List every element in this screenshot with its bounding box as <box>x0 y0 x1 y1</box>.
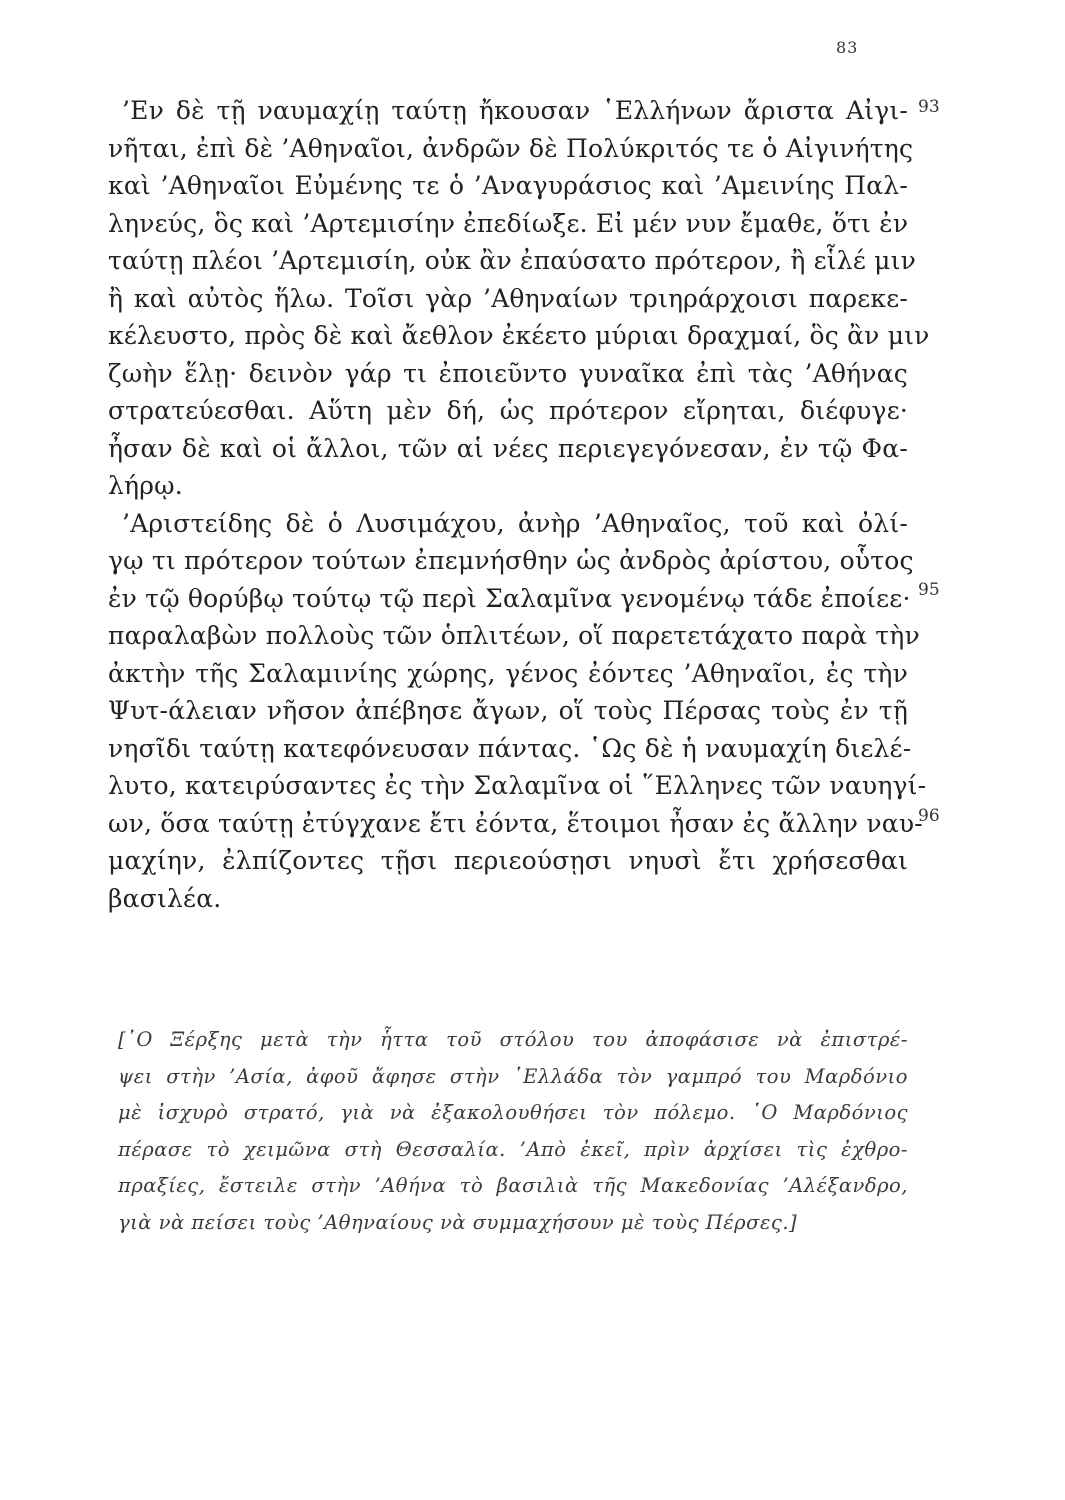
text-line: λήρῳ. <box>108 471 183 500</box>
note-line: [῾Ο Ξέρξης μετὰ τὴν ἧττα τοῦ στόλου του ἀποφάσισε νὰ ἐπιστρέ- <box>118 1028 908 1051</box>
text-line: στρατεύεσθαι. Αὕτη μὲν δή, ὡς πρότερον εἴρηται, διέφυγε· <box>108 396 908 425</box>
editorial-note <box>118 1022 908 1241</box>
note-line: πέρασε τὸ χειμῶνα στὴ Θεσσαλία. ’Απὸ ἐκεῖ, πρὶν ἀρχίσει τὶς ἐχθρο- <box>118 1137 908 1161</box>
text-line: ἀκτὴν τῆς Σαλαμινίης χώρης, γένος ἐόντες ’Αθηναῖοι, ἐς τὴν <box>108 658 908 688</box>
section-number-95: 95 <box>918 580 940 600</box>
page-number: 83 <box>836 38 859 57</box>
text-line: ’Εν δὲ τῇ ναυμαχίῃ ταύτῃ ἤκουσαν ῾Ελλήνων ἄριστα Αἰγι- <box>122 96 908 125</box>
text-line: νῆται, ἐπὶ δὲ ’Αθηναῖοι, ἀνδρῶν δὲ Πολύκριτός τε ὁ Αἰγινήτης <box>108 133 914 163</box>
text-line: ’Αριστείδης δὲ ὁ Λυσιμάχου, ἀνὴρ ’Αθηναῖος, τοῦ καὶ ὀλί- <box>122 508 908 538</box>
text-line: γῳ τι πρότερον τούτων ἐπεμνήσθην ὡς ἀνδρὸς ἀρίστου, οὗτος <box>108 546 914 575</box>
text-line: ἦσαν δὲ καὶ οἱ ἄλλοι, τῶν αἱ νέες περιεγεγόνεσαν, ἐν τῷ Φα- <box>108 433 908 463</box>
section-number-96: 96 <box>918 806 940 826</box>
text-line: ἐν τῷ θορύβῳ τούτῳ τῷ περὶ Σαλαμῖνα γενομένῳ τάδε ἐποίεε· <box>108 583 911 613</box>
section-number-93: 93 <box>918 97 940 117</box>
text-line: μαχίην, ἐλπίζοντες τῇσι περιεούσῃσι νηυσὶ ἔτι χρήσεσθαι <box>108 846 908 875</box>
text-line: ων, ὅσα ταύτῃ ἐτύγχανε ἔτι ἐόντα, ἕτοιμοι ἦσαν ἐς ἄλλην ναυ- <box>108 808 923 838</box>
text-line: ληνεύς, ὃς καὶ ’Αρτεμισίην ἐπεδίωξε. Εἰ μέν νυν ἔμαθε, ὅτι ἐν <box>108 208 909 238</box>
text-line: ταύτῃ πλέοι ’Αρτεμισίη, οὐκ ἂν ἐπαύσατο πρότερον, ἢ εἷλέ μιν <box>108 246 916 275</box>
text-line: ἢ καὶ αὐτὸς ἥλω. Τοῖσι γὰρ ’Αθηναίων τριηράρχοισι παρεκε- <box>108 283 908 313</box>
text-line: νησῖδι ταύτῃ κατεφόνευσαν πάντας. ῾Ως δὲ ἡ ναυμαχίη διελέ- <box>108 733 912 763</box>
text-line: κέλευστο, πρὸς δὲ καὶ ἄεθλον ἐκέετο μύριαι δραχμαί, ὃς ἂν μιν <box>108 321 930 350</box>
text-line: Ψυτ-άλειαν νῆσον ἀπέβησε ἄγων, οἵ τοὺς Πέρσας τοὺς ἐν τῇ <box>108 696 908 725</box>
note-line: γιὰ νὰ πείσει τοὺς ’Αθηναίους νὰ συμμαχήσουν μὲ τοὺς Πέρσες.] <box>118 1210 798 1234</box>
note-line: πραξίες, ἔστειλε στὴν ’Αθήνα τὸ βασιλιὰ τῆς Μακεδονίας ’Αλέξανδρο, <box>118 1174 908 1197</box>
text-line: καὶ ’Αθηναῖοι Εὐμένης τε ὁ ’Αναγυράσιος καὶ ’Αμεινίης Παλ- <box>108 171 908 200</box>
text-line: παραλαβὼν πολλοὺς τῶν ὁπλιτέων, οἵ παρετετάχατο παρὰ τὴν <box>108 621 920 650</box>
text-line: λυτο, κατειρύσαντες ἐς τὴν Σαλαμῖνα οἱ ῞Ελληνες τῶν ναυηγί- <box>108 771 927 800</box>
note-line: μὲ ἰσχυρὸ στρατό, γιὰ νὰ ἐξακολουθήσει τὸν πόλεμο. ῾Ο Μαρδόνιος <box>118 1101 908 1124</box>
note-line: ψει στὴν ’Ασία, ἀφοῦ ἄφησε στὴν ῾Ελλάδα τὸν γαμπρό του Μαρδόνιο <box>118 1064 908 1088</box>
text-line: ζωὴν ἕλῃ· δεινὸν γάρ τι ἐποιεῦντο γυναῖκα ἐπὶ τὰς ’Αθήνας <box>108 358 908 388</box>
text-line: βασιλέα. <box>108 883 222 913</box>
